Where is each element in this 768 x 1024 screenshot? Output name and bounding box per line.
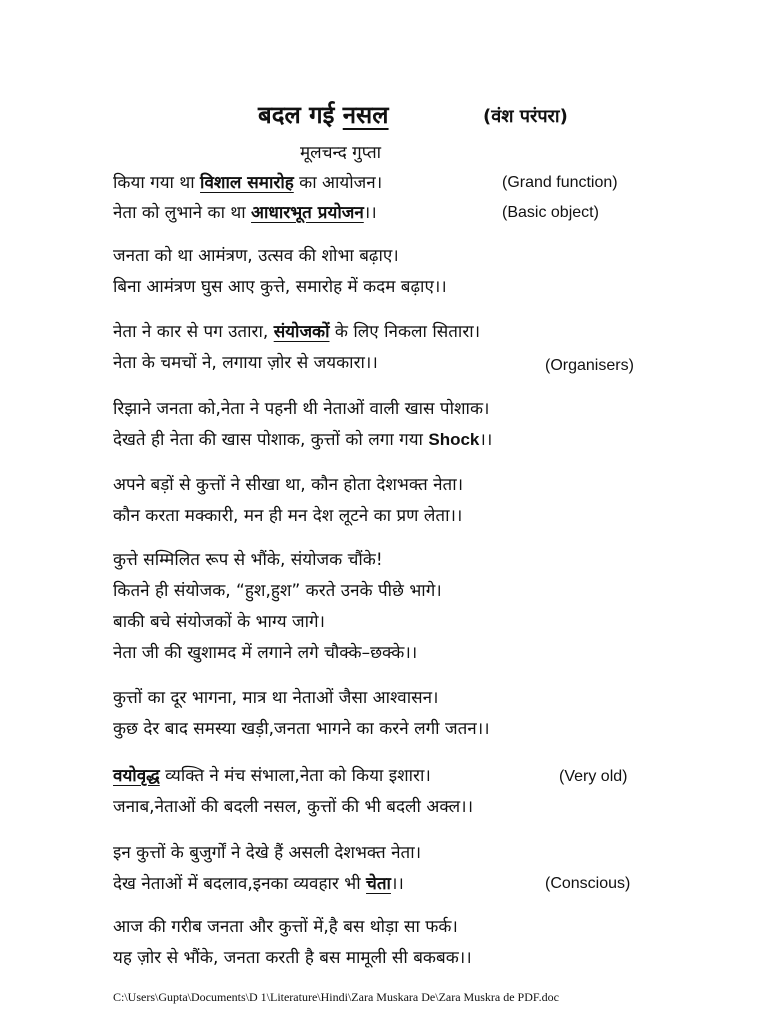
glossed-phrase: वयोवृद्ध	[113, 766, 160, 786]
gloss-note: (Basic object)	[502, 204, 599, 221]
poem-line: देख नेताओं में बदलाव,इनका व्यवहार भी चेता।।	[113, 874, 404, 894]
poem-line: देखते ही नेता की खास पोशाक, कुत्तों को लगा गया Shock।।	[113, 430, 493, 450]
poem-line: कुत्तों का दूर भागना, मात्र था नेताओं जैसा आश्वासन।	[113, 688, 439, 708]
poem-line: कौन करता मक्कारी, मन ही मन देश लूटने का प्रण लेता।।	[113, 506, 463, 526]
poem-line: बाकी बचे संयोजकों के भाग्य जागे।	[113, 612, 325, 632]
gloss-note: (Conscious)	[545, 875, 631, 892]
poem-title	[258, 98, 389, 131]
english-word: Shock	[428, 430, 480, 449]
title-underlined-word: नसल	[342, 101, 389, 129]
poem-line: नेता को लुभाने का था आधारभूत प्रयोजन।।	[113, 203, 377, 223]
poem-line: आज की गरीब जनता और कुत्तों में,है बस थोड़ा सा फर्क।	[113, 917, 458, 937]
poem-line: कुछ देर बाद समस्या खड़ी,जनता भागने का करने लगी जतन।।	[113, 719, 490, 739]
glossed-phrase: संयोजकों	[273, 322, 330, 342]
poem-line: जनता को था आमंत्रण, उत्सव की शोभा बढ़ाए।	[113, 246, 399, 266]
poem-line: यह ज़ोर से भौंके, जनता करती है बस मामूली सी बकबक।।	[113, 948, 472, 968]
glossed-phrase: चेता	[366, 874, 391, 894]
author-name: मूलचन्द गुप्ता	[300, 143, 382, 163]
poem-line: अपने बड़ों से कुत्तों ने सीखा था, कौन होता देशभक्त नेता।	[113, 475, 464, 495]
poem-line: वयोवृद्ध व्यक्ति ने मंच संभाला,नेता को किया इशारा।	[113, 766, 431, 786]
glossed-phrase: विशाल समारोह	[200, 173, 294, 193]
poem-line: नेता जी की खुशामद में लगाने लगे चौक्के–छक्के।।	[113, 643, 418, 663]
title-text: बदल गई	[258, 101, 343, 129]
poem-line: रिझाने जनता को,नेता ने पहनी थी नेताओं वाली खास पोशाक।	[113, 399, 490, 419]
gloss-note: (Organisers)	[545, 357, 634, 374]
poem-line: कुत्ते सम्मिलित रूप से भौंके, संयोजक चौंके!	[113, 550, 383, 570]
gloss-note: (Grand function)	[502, 174, 618, 191]
poem-line: नेता के चमचों ने, लगाया ज़ोर से जयकारा।।	[113, 353, 378, 373]
poem-line: जनाब,नेताओं की बदली नसल, कुत्तों की भी बदली अक्ल।।	[113, 797, 474, 817]
poem-line: नेता ने कार से पग उतारा, संयोजकों के लिए निकला सितारा।	[113, 322, 481, 342]
gloss-note: (Very old)	[559, 768, 628, 785]
file-path-footer: C:\Users\Gupta\Documents\D 1\Literature\Hindi\Zara Muskara De\Zara Muskra de PDF.doc	[113, 990, 559, 1004]
poem-subtitle: (वंश परंपरा)	[483, 106, 568, 127]
poem-line: बिना आमंत्रण घुस आए कुत्ते, समारोह में कदम बढ़ाए।।	[113, 277, 447, 297]
poem-line: इन कुत्तों के बुजुर्गों ने देखे हैं असली देशभक्त नेता।	[113, 843, 422, 863]
poem-line: किया गया था विशाल समारोह का आयोजन।	[113, 173, 383, 193]
poem-line: कितने ही संयोजक, “हुश,हुश” करते उनके पीछे भागे।	[113, 581, 442, 601]
glossed-phrase: आधारभूत प्रयोजन	[251, 203, 364, 223]
